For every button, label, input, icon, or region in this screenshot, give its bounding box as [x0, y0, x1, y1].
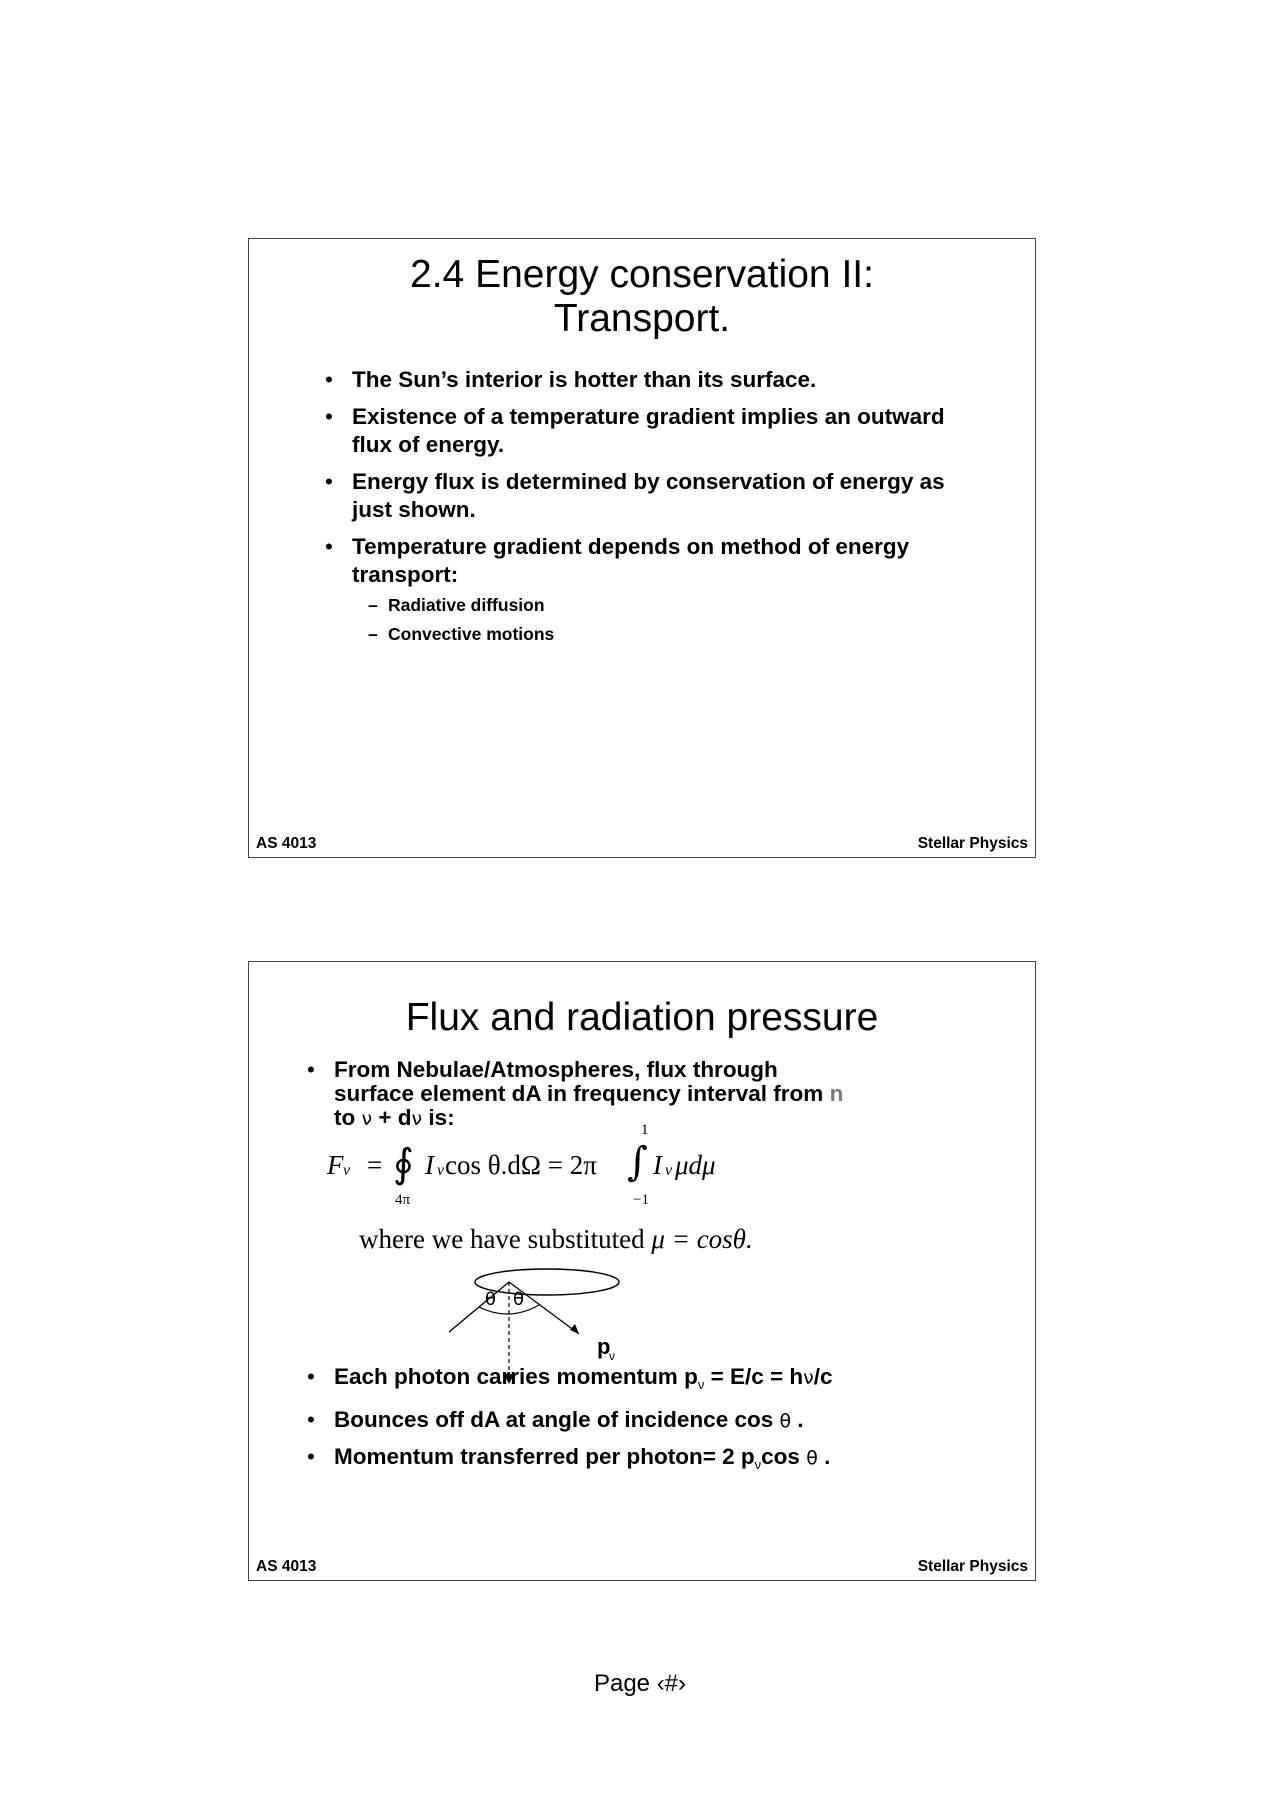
slide-1-bullets	[325, 366, 965, 654]
bullet-item: • Temperature gradient depends on method of energy transport: – Radiative diffusion – Convective motions	[325, 533, 965, 645]
reflected-ray-arrowhead	[570, 1324, 579, 1334]
footer-course-code: AS 4013	[256, 1558, 317, 1575]
sub-bullet-item: – Convective motions	[368, 624, 555, 644]
footer-course-code: AS 4013	[256, 835, 317, 852]
theta-right-label: θ	[513, 1289, 525, 1310]
bullet-item: • Each photon carries momentum $p_\nu = E/c = h\nu/c$	[307, 1364, 833, 1392]
substitution-note: where we have substituted μ = cosθ.	[359, 1224, 753, 1254]
momentum-label-subscript: ν	[609, 1349, 615, 1363]
sub-bullets	[368, 594, 965, 645]
theta-left-label: θ	[485, 1289, 497, 1310]
bullet-item: • Momentum transferred per photon= 2 $p_\nu\cos$ θ .	[307, 1444, 831, 1472]
bullet-item: • The Sun’s interior is hotter than its surface.	[325, 367, 817, 392]
slide-2	[248, 961, 1036, 1581]
slide-2-intro	[307, 1058, 947, 1131]
sub-bullet-item: – Radiative diffusion	[368, 595, 545, 615]
bullet-item: • Energy flux is determined by conservation of energy as just shown.	[325, 469, 945, 522]
bullet-item: • From Nebulae/Atmospheres, flux through surface element dA in frequency interval from n to ν + dν is:	[307, 1057, 844, 1130]
footer-course-name: Stellar Physics	[917, 835, 1028, 852]
surface-element-ellipse	[475, 1269, 619, 1295]
bullet-item: • Bounces off dA at angle of incidence cos θ .	[307, 1407, 804, 1432]
bullet-item: • Existence of a temperature gradient implies an outward flux of energy.	[325, 404, 945, 457]
page-number: Page ‹#›	[593, 1670, 687, 1697]
footer-course-name: Stellar Physics	[917, 1558, 1028, 1575]
slide-1	[248, 238, 1036, 858]
slide-2-title: Flux and radiation pressure	[405, 996, 879, 1039]
slide-1-title: 2.4 Energy conservation II: Transport.	[410, 253, 874, 340]
flux-formula: F ν = ∮ 4π I ν cos θ.dΩ = 2π ∫ 1 −1 I ν μdμ	[327, 1122, 716, 1208]
momentum-label: p	[597, 1334, 611, 1359]
slide-2-bullets	[307, 1362, 987, 1485]
